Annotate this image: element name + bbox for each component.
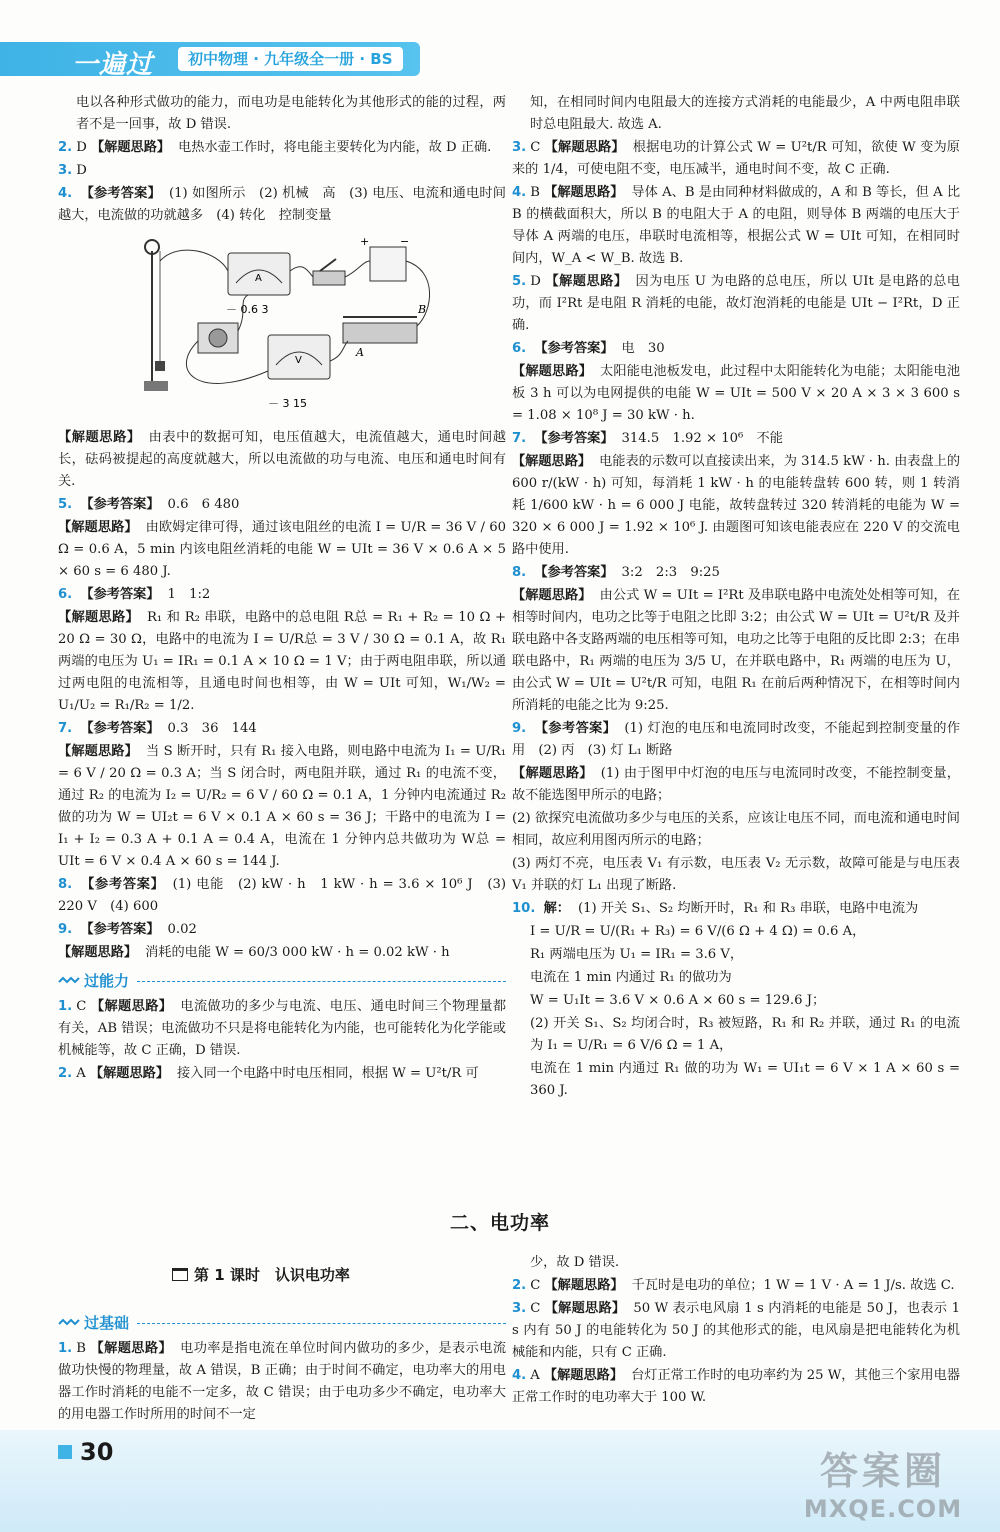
answer-item-2: 2. D 【解题思路】 电热水壶工作时，将电能主要转化为内能，故 D 正确. bbox=[58, 140, 492, 155]
ability-item-3: 3. C 【解题思路】 根据电功的计算公式 W = U²t/R 可知，欲使 W 变为原来的 1/4，可使电阻不变，电压减半，通电时间不变，故 C 正确. bbox=[512, 140, 960, 177]
answer-item-6-explain: 【解题思路】 R₁ 和 R₂ 串联，电路中的总电阻 R总 = R₁ + R₂ = 10 Ω + 20 Ω = 30 Ω，电路中的电流为 I = U/R总 = 3 V / 30 Ω = 0.1 A，故 R₁ 两端的电压为 U₁ = IR₁ = 0.1 A × 10 Ω = 1 V；由于两电阻串联，所以通过两电阻的电流相等，且通电时间也相等，由 W = UIt 可知，W₁/W₂ = U₁/U₂ = R₁/R₂ = 1/2. bbox=[58, 610, 506, 713]
page-marker-icon bbox=[58, 1445, 72, 1459]
answer-item-9-explain: 【解题思路】 消耗的电能 W = 60/3 000 kW · h = 0.02 kW · h bbox=[58, 945, 450, 960]
svg-text:－ 0.6 3: － 0.6 3 bbox=[226, 303, 269, 316]
answer-item-9: 9. 【参考答案】 0.02 bbox=[58, 922, 197, 937]
wave-icon bbox=[58, 976, 80, 986]
ability-item-4: 4. B 【解题思路】 导体 A、B 是由同种材料做成的，A 和 B 等长，但 A 比 B 的横截面积大，所以 B 的电阻大于 A 的电阻，则导体 B 两端的电压大于导体 A 两端的电压，串联时电流相等，根据公式 W = UIt 可知，在相同时间内，W_A < W_B. 故选 B. bbox=[512, 185, 961, 266]
chapter-title: 二、电功率 bbox=[449, 1212, 550, 1234]
circuit-diagram bbox=[138, 231, 438, 421]
section-heading-ability: 过能力 bbox=[58, 970, 506, 992]
lower-left-column bbox=[58, 1306, 506, 1427]
answer-item-4: 4. 【参考答案】 (1) 如图所示 (2) 机械 高 (3) 电压、电流和通电时间越大，电流做的功就越多 (4) 转化 控制变量 bbox=[58, 186, 506, 223]
basic-item-3: 3. C 【解题思路】 50 W 表示电风扇 1 s 内消耗的电能是 50 J，也表示 1 s 内有 50 J 的电能转化为 50 J 的其他形式的能，电风扇是把电能转化为机械能和内能，只有 C 正确. bbox=[512, 1301, 960, 1360]
answer-text: 电以各种形式做功的能力，而电功是电能转化为其他形式的能的过程，两者不是一回事，故 D 错误. bbox=[76, 95, 506, 132]
formula-line: I = U/R = U/(R₁ + R₃) = 6 V/(6 Ω + 4 Ω) = 0.6 A， bbox=[530, 924, 866, 939]
circuit-figure bbox=[58, 231, 506, 421]
section-heading-basic: 过基础 bbox=[58, 1312, 506, 1334]
answer-text: (2) 欲探究电流做功多少与电压的关系，应该让电压不同，而电流和通电时间相同，故应利用图丙所示的电路； bbox=[512, 811, 960, 848]
svg-text:−: − bbox=[400, 235, 410, 248]
answer-text: 少，故 D 错误. bbox=[530, 1255, 620, 1270]
basic-item-4: 4. A 【解题思路】 台灯正常工作时的电功率约为 25 W，其他三个家用电器正常工作时的电功率大于 100 W. bbox=[512, 1368, 961, 1405]
svg-text:B: B bbox=[418, 303, 427, 316]
answer-item-6: 6. 【参考答案】 1 1:2 bbox=[58, 587, 211, 602]
answer-item-5: 5. 【参考答案】 0.6 6 480 bbox=[58, 497, 240, 512]
right-column bbox=[512, 92, 960, 1103]
brand-logo: 一遍过 bbox=[72, 50, 154, 80]
ability-item-10: 10. 解： (1) 开关 S₁、S₂ 均断开时，R₁ 和 R₃ 串联，电路中电流为 bbox=[512, 901, 919, 916]
ability-item-5: 5. D 【解题思路】 因为电压 U 为电路的总电压，所以 UIt 是电路的总电功，而 I²Rt 是电阻 R 消耗的电能，故灯泡消耗的电能是 UIt − I²Rt，D 正确. bbox=[512, 274, 960, 333]
basic-item-1: 1. B 【解题思路】 电功率是指电流在单位时间内做功的多少，是表示电流做功快慢的物理量，故 A 错误，B 正确；由于时间不确定，电功率大的用电器工作时消耗的电能不一定多，故 C 错误；由于电功多少不确定，电功率大的用电器工作时所用的时间不一定 bbox=[58, 1341, 507, 1422]
svg-text:A: A bbox=[356, 346, 364, 359]
ability-item-6: 6. 【参考答案】 电 30 bbox=[512, 341, 665, 356]
chapter-section bbox=[0, 1208, 1000, 1235]
ability-item-8-explain: 【解题思路】 由公式 W = UIt = I²Rt 及串联电路中电流处处相等可知，在相等时间内，电功之比等于电阻之比即 3:2；由公式 W = UIt = U²t/R 及并联电路中各支路两端的电压相等可知，电功之比等于电阻的反比即 2:3；在串联电路中，R₁ 两端的电压为 3/5 U，在并联电路中，R₁ 两端的电压为 U，由公式 W = UIt = U²t/R 可知，电阻 R₁ 在前后两种情况下，在相等时间内所消耗的电能之比为 9:25. bbox=[512, 588, 961, 713]
book-icon bbox=[172, 1268, 188, 1281]
lesson-title: 第 1 课时 认识电功率 bbox=[172, 1264, 350, 1285]
answer-text: (3) 两灯不亮，电压表 V₁ 有示数，电压表 V₂ 无示数，故障可能是与电压表 V₁ 并联的灯 L₁ 出现了断路. bbox=[512, 856, 960, 893]
page-number: 30 bbox=[58, 1438, 113, 1466]
ability-item-1: 1. C 【解题思路】 电流做功的多少与电流、电压、通电时间三个物理量都有关，AB 错误；电流做功不只是将电能转化为内能，也可能转化为化学能或机械能等，故 C 正确，D 错误. bbox=[58, 999, 507, 1058]
watermark-logo: 答案圈 MXQE.COM bbox=[803, 1449, 963, 1523]
formula-line: (2) 开关 S₁、S₂ 均闭合时，R₃ 被短路，R₁ 和 R₂ 并联，通过 R₁ 的电流为 I₁ = U/R₁ = 6 V/6 Ω = 1 A， bbox=[530, 1016, 960, 1053]
basic-item-2: 2. C 【解题思路】 千瓦时是电功的单位；1 W = 1 V · A = 1 J/s. 故选 C. bbox=[512, 1278, 955, 1293]
answer-item-7: 7. 【参考答案】 0.3 36 144 bbox=[58, 721, 257, 736]
ability-item-6-explain: 【解题思路】 太阳能电池板发电，此过程中太阳能转化为电能；太阳能电池板 3 h 可以为电网提供的电能 W = UIt = 500 V × 20 A × 3 × 3 600 s = 1.08 × 10⁸ J = 30 kW · h. bbox=[512, 364, 961, 423]
ability-item-8: 8. 【参考答案】 3:2 2:3 9:25 bbox=[512, 565, 720, 580]
ability-item-7: 7. 【参考答案】 314.5 1.92 × 10⁶ 不能 bbox=[512, 431, 783, 446]
wave-icon bbox=[58, 1318, 80, 1328]
book-subtitle: 初中物理 · 九年级全一册 · BS bbox=[178, 47, 403, 71]
ability-item-7-explain: 【解题思路】 电能表的示数可以直接读出来，为 314.5 kW · h. 由表盘上的 600 r/(kW · h) 可知，每消耗 1 kW · h 的电能转盘转 600 转，则 1 转消耗 1/600 kW · h = 6 000 J 电能，故转盘转过 320 转消耗的电能为 W = 320 × 6 000 J = 1.92 × 10⁶ J. 由题图可知该电能表应在 220 V 的交流电路中使用. bbox=[512, 454, 961, 557]
svg-text:－ 3 15: － 3 15 bbox=[268, 397, 307, 410]
answer-item-8: 8. 【参考答案】 (1) 电能 (2) kW · h 1 kW · h = 3.6 × 10⁶ J (3) 220 V (4) 600 bbox=[58, 877, 506, 914]
answer-item-5-explain: 【解题思路】 由欧姆定律可得，通过该电阻丝的电流 I = U/R = 36 V / 60 Ω = 0.6 A，5 min 内该电阻丝消耗的电能 W = UIt = 36 V × 0.6 A × 5 × 60 s = 6 480 J. bbox=[58, 520, 506, 579]
answer-text: 知，在相同时间内电阻最大的连接方式消耗的电能最少，A 中两电阻串联时总电阻最大. 故选 A. bbox=[530, 95, 960, 132]
formula-line: R₁ 两端电压为 U₁ = IR₁ = 3.6 V， bbox=[530, 947, 744, 962]
ability-item-2: 2. A 【解题思路】 接入同一个电路中时电压相同，根据 W = U²t/R 可 bbox=[58, 1066, 479, 1081]
svg-text:A: A bbox=[255, 273, 262, 284]
formula-line: 电流在 1 min 内通过 R₁ 的做功为 bbox=[530, 970, 732, 985]
page-header bbox=[0, 0, 1000, 82]
formula-line: 电流在 1 min 内通过 R₁ 做的功为 W₁ = UI₁t = 6 V × 1 A × 60 s = 360 J. bbox=[530, 1061, 960, 1098]
svg-text:V: V bbox=[295, 355, 302, 366]
lower-right-column bbox=[512, 1252, 960, 1410]
svg-text:+: + bbox=[360, 235, 370, 248]
ability-item-9: 9. 【参考答案】 (1) 灯泡的电压和电流同时改变，不能起到控制变量的作用 (2) 丙 (3) 灯 L₁ 断路 bbox=[512, 721, 961, 758]
answer-item-7-explain: 【解题思路】 当 S 断开时，只有 R₁ 接入电路，则电路中电流为 I₁ = U/R₁ = 6 V / 20 Ω = 0.3 A；当 S 闭合时，两电阻并联，通过 R₁ 的电流不变，通过 R₂ 的电流为 I₂ = U/R₂ = 6 V / 60 Ω = 0.1 A，1 分钟内电流通过 R₂ 做的功为 W = UI₂t = 6 V × 0.1 A × 60 s = 36 J；干路中的电流为 I = I₁ + I₂ = 0.3 A + 0.1 A = 0.4 A，电流在 1 分钟内总共做功为 W总 = UIt = 6 V × 0.4 A × 60 s = 144 J. bbox=[58, 744, 506, 869]
ability-item-9-explain: 【解题思路】 (1) 由于图甲中灯泡的电压与电流同时改变，不能控制变量，故不能选图甲所示的电路； bbox=[512, 766, 960, 803]
answer-item-4-explain: 【解题思路】 由表中的数据可知，电压值越大，电流值越大，通电时间越长，砝码被提起的高度就越大，所以电流做的功与电流、电压和通电时间有关. bbox=[58, 430, 506, 489]
formula-line: W = U₁It = 3.6 V × 0.6 A × 60 s = 129.6 J； bbox=[530, 993, 826, 1008]
left-column bbox=[58, 92, 506, 1086]
answer-item-3: 3. D bbox=[58, 163, 87, 178]
